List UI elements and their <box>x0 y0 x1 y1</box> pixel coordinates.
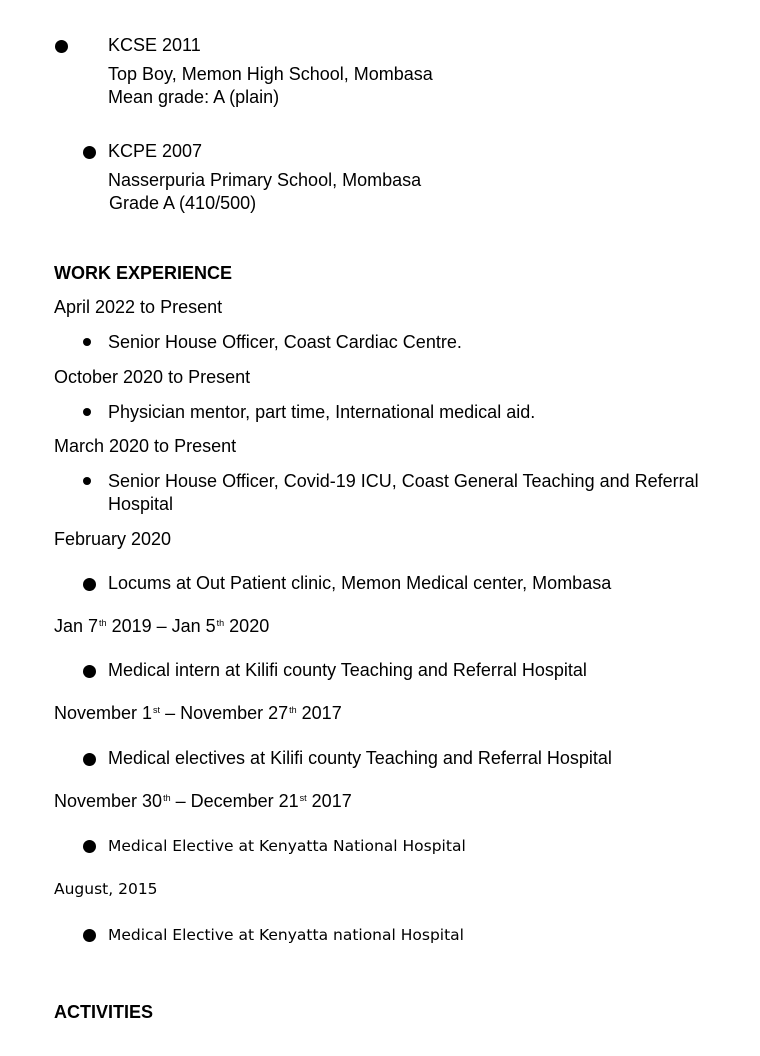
work-date: April 2022 to Present <box>54 297 223 317</box>
work-item: Senior House Officer, Covid-19 ICU, Coast General Teaching and Referral <box>108 471 699 491</box>
education-school: Nasserpuria Primary School, Mombasa <box>108 170 422 190</box>
bullet-icon <box>55 40 68 53</box>
work-item: Medical intern at Kilifi county Teaching and Referral Hospital <box>108 660 587 680</box>
work-item: Medical electives at Kilifi county Teaching and Referral Hospital <box>108 748 612 768</box>
work-date: Jan 7th 2019 – Jan 5th 2020 <box>54 616 270 636</box>
education-grade: Grade A (410/500) <box>109 193 257 213</box>
bullet-icon <box>83 753 96 766</box>
bullet-icon <box>83 338 91 346</box>
work-date: November 1st – November 27th 2017 <box>54 703 342 723</box>
section-heading-activities: ACTIVITIES <box>54 1002 154 1022</box>
bullet-icon <box>83 840 96 853</box>
bullet-icon <box>83 578 96 591</box>
section-heading-work-experience: WORK EXPERIENCE <box>54 263 233 283</box>
work-date: August, 2015 <box>54 880 158 898</box>
work-item: Locums at Out Patient clinic, Memon Medical center, Mombasa <box>108 573 612 593</box>
work-date: February 2020 <box>54 529 172 549</box>
bullet-icon <box>83 929 96 942</box>
education-title: KCSE 2011 <box>108 35 201 55</box>
work-item: Senior House Officer, Coast Cardiac Centre. <box>108 332 462 352</box>
education-school: Top Boy, Memon High School, Mombasa <box>108 64 433 84</box>
work-date: November 30th – December 21st 2017 <box>54 791 352 811</box>
work-item: Medical Elective at Kenyatta national Hospital <box>108 926 464 944</box>
bullet-icon <box>83 408 91 416</box>
education-title: KCPE 2007 <box>108 141 203 161</box>
work-item: Medical Elective at Kenyatta National Hospital <box>108 837 466 855</box>
work-date: March 2020 to Present <box>54 436 237 456</box>
work-date: October 2020 to Present <box>54 367 251 387</box>
work-item-continued: Hospital <box>108 494 174 514</box>
bullet-icon <box>83 146 96 159</box>
education-grade: Mean grade: A (plain) <box>108 87 280 107</box>
bullet-icon <box>83 665 96 678</box>
bullet-icon <box>83 477 91 485</box>
work-item: Physician mentor, part time, International medical aid. <box>108 402 536 422</box>
